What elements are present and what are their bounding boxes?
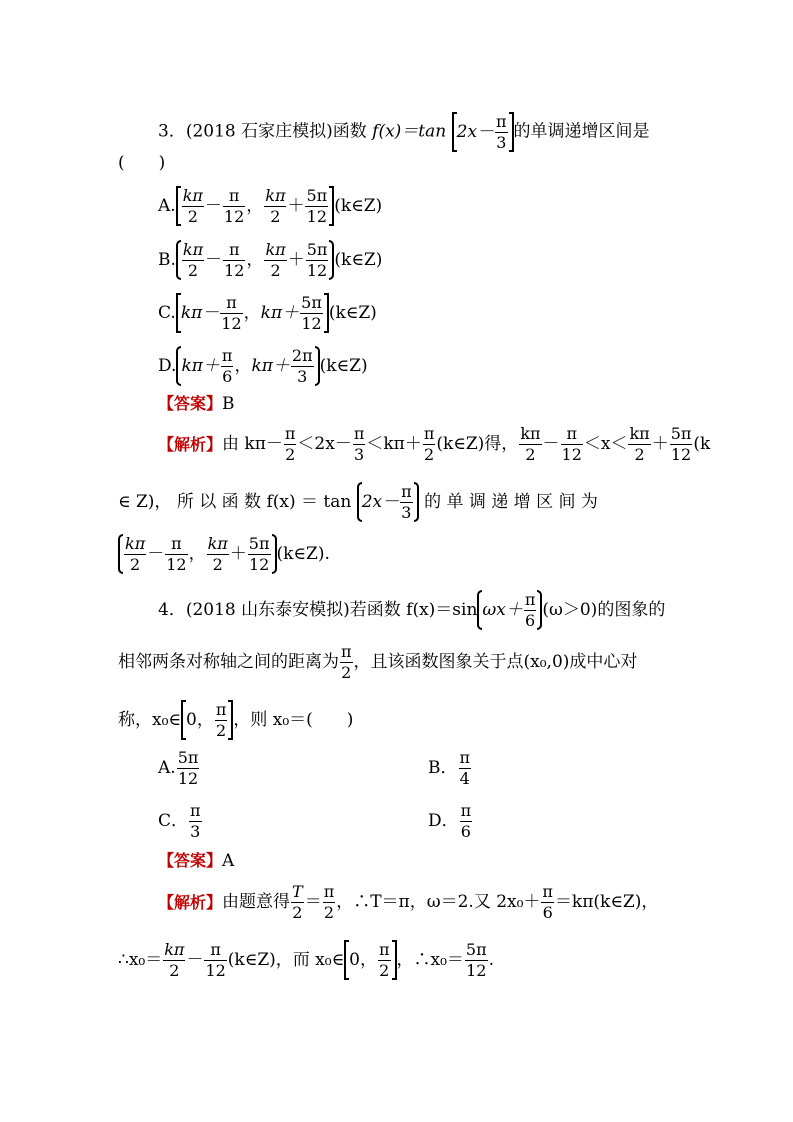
- bracket-left: [176, 186, 181, 226]
- frac-num: 5π: [465, 939, 487, 959]
- term: ∈ Z)， 所 以 函 数 f(x) ＝ tan: [118, 491, 352, 512]
- q3-option-a-label: A.: [158, 195, 176, 216]
- answer-tag: 【答案】: [158, 394, 223, 413]
- comma: ，: [188, 543, 206, 564]
- frac-den: 2: [130, 554, 141, 574]
- cond: (k∈Z): [328, 302, 377, 323]
- frac-num: π: [524, 589, 536, 609]
- frac-num: kπ: [207, 533, 228, 553]
- term: ωx＋: [482, 599, 523, 620]
- frac-den: 6: [222, 366, 233, 386]
- paren-right: [414, 482, 419, 522]
- frac-den: 3: [297, 366, 308, 386]
- q3-option-c-label: C.: [158, 302, 176, 323]
- term: 相邻两条对称轴之间的距离为: [118, 652, 339, 672]
- analysis-tag: 【解析】: [158, 892, 223, 912]
- frac-den: 12: [177, 769, 199, 788]
- q3-suffix: 的单调递增区间是: [513, 121, 650, 142]
- q4-prefix: 4．(2018 山东泰安模拟)若函数 f(x)＝sin: [158, 599, 478, 620]
- answer-value: A: [222, 851, 235, 871]
- frac-den: 2: [270, 260, 281, 280]
- frac-den: 12: [248, 554, 270, 574]
- q3-option-d-label: D.: [158, 355, 177, 376]
- answer-tag: 【答案】: [158, 851, 223, 870]
- q3-frac-num: π: [496, 111, 507, 131]
- frac-num: π: [284, 424, 296, 443]
- minus: －: [542, 434, 560, 454]
- frac-num: π: [323, 882, 335, 901]
- term: 由题意得: [222, 892, 291, 912]
- frac-den: 12: [221, 313, 242, 333]
- frac-den: 6: [460, 822, 471, 841]
- frac-den: 12: [306, 206, 328, 226]
- frac-den: 2: [187, 260, 199, 280]
- term: kπ＋: [260, 302, 300, 323]
- q3-analysis-line2: [118, 482, 598, 522]
- q3-option-b-label: B.: [158, 249, 176, 270]
- frac-den: 12: [466, 960, 487, 980]
- minus: －: [147, 543, 165, 564]
- label: C．: [158, 811, 189, 831]
- q3-paren: ( ): [118, 153, 166, 173]
- frac-num: π: [204, 942, 226, 961]
- frac-num: π: [459, 748, 471, 767]
- frac-den: 2: [270, 206, 281, 226]
- frac-den: 12: [561, 445, 582, 464]
- term: (k∈Z)，而 x₀∈: [227, 949, 345, 970]
- answer-value: B: [222, 394, 235, 414]
- frac-den: 2: [634, 445, 645, 464]
- q3-prefix: 3．(2018 石家庄模拟)函数: [158, 121, 373, 142]
- q4-option-c: [158, 803, 203, 840]
- frac-den: 2: [187, 206, 198, 226]
- cond: (k∈Z): [334, 195, 383, 216]
- q4-analysis-line2: [118, 940, 494, 980]
- term: 2x－: [361, 491, 400, 512]
- frac-den: 12: [205, 960, 226, 980]
- frac-den: 3: [401, 502, 412, 522]
- term: ＝: [304, 892, 322, 912]
- term: ∴x₀＝: [118, 949, 163, 970]
- label: D．: [428, 811, 459, 831]
- frac-den: 2: [341, 663, 352, 682]
- comma: ，: [234, 355, 252, 376]
- q4-analysis-line1: [158, 884, 658, 921]
- q4-option-a: [158, 750, 200, 787]
- frac-den: 3: [353, 445, 365, 464]
- term: ＜kπ＋: [366, 434, 422, 454]
- term: ＜x＜: [583, 434, 628, 454]
- frac-num: kπ: [125, 533, 146, 553]
- q3-line1: [158, 112, 650, 152]
- frac-num: π: [341, 642, 352, 661]
- frac-num: kπ: [182, 239, 204, 259]
- frac-den: 12: [306, 260, 328, 280]
- frac-num: π: [542, 882, 553, 901]
- frac-num: 5π: [177, 748, 199, 767]
- frac-num: π: [460, 801, 472, 820]
- term: ，∴T＝π，ω＝2.又 2x₀＋: [336, 892, 541, 912]
- frac-num: π: [378, 939, 390, 959]
- q4-line2: [118, 644, 637, 681]
- paren-left: [176, 240, 181, 280]
- q4-line3: [118, 700, 353, 740]
- q3-func: f(x)＝tan: [372, 121, 447, 142]
- comma: ，: [243, 302, 261, 323]
- minus: －: [205, 249, 223, 270]
- term: ，且该函数图象关于点(x₀,0)成中心对: [353, 652, 638, 672]
- frac-den: 12: [301, 313, 322, 333]
- frac-num: π: [190, 801, 201, 820]
- minus: －: [204, 195, 222, 216]
- comma: ，: [246, 249, 264, 270]
- term: ，∴x₀＝: [396, 949, 464, 970]
- frac-den: 2: [379, 960, 390, 980]
- frac-num: π: [561, 426, 583, 445]
- term: 的 单 调 递 增 区 间 为: [424, 491, 598, 512]
- label: B．: [428, 758, 458, 778]
- frac-num: 5π: [306, 239, 328, 259]
- frac-num: π: [353, 424, 365, 443]
- frac-den: 2: [212, 554, 223, 574]
- frac-den: 6: [542, 903, 553, 922]
- frac-num: T: [292, 882, 303, 901]
- q3-arg: 2x－: [456, 121, 495, 142]
- frac-den: 2: [169, 960, 180, 980]
- frac-num: 5π: [248, 533, 270, 553]
- frac-den: 12: [166, 554, 187, 574]
- plus: ＋: [651, 434, 669, 454]
- frac-den: 4: [459, 769, 470, 788]
- q3-analysis-line1: [158, 426, 710, 463]
- q4-line1: [158, 590, 665, 630]
- plus: ＋: [229, 543, 247, 564]
- frac-den: 2: [323, 903, 335, 922]
- plus: ＋: [287, 195, 305, 216]
- term: kπ－: [180, 302, 220, 323]
- frac-den: 2: [423, 445, 435, 464]
- q3-analysis-line3: [118, 534, 330, 574]
- frac-num: 5π: [306, 185, 328, 205]
- q3-option-b: [158, 240, 382, 280]
- frac-num: kπ: [520, 424, 541, 443]
- q4-answer: [158, 853, 234, 870]
- cond: (k∈Z): [319, 355, 368, 376]
- term: kπ＋: [251, 355, 290, 376]
- frac-den: 12: [223, 206, 245, 226]
- q4-suffix: (ω＞0)的图象的: [542, 599, 666, 620]
- comma: ，: [246, 195, 264, 216]
- frac-den: 2: [285, 445, 296, 464]
- term: ＝kπ(k∈Z)，: [554, 892, 659, 912]
- frac-den: 12: [224, 260, 245, 280]
- frac-num: kπ: [629, 424, 650, 443]
- analysis-tag: 【解析】: [158, 434, 223, 454]
- frac-num: π: [220, 295, 242, 314]
- frac-num: π: [223, 242, 245, 261]
- frac-num: 5π: [670, 424, 692, 443]
- plus: ＋: [287, 249, 305, 270]
- term: 0，: [349, 949, 377, 970]
- paren-left: [118, 534, 123, 574]
- term: 0，: [186, 709, 214, 730]
- q3-answer: [158, 396, 235, 413]
- q3-option-d: [158, 346, 368, 386]
- frac-num: π: [401, 481, 412, 501]
- frac-num: π: [223, 188, 245, 207]
- frac-den: 2: [292, 903, 303, 922]
- term: kπ＋: [181, 355, 220, 376]
- frac-num: π: [215, 699, 227, 719]
- term: ＜2x－: [297, 434, 352, 454]
- term: 称，x₀∈: [118, 709, 181, 730]
- frac-num: kπ: [182, 185, 203, 205]
- label: A.: [158, 758, 176, 778]
- frac-num: π: [423, 424, 435, 443]
- frac-den: 2: [525, 445, 536, 464]
- frac-num: kπ: [265, 239, 286, 259]
- term: ，则 x₀＝( ): [233, 709, 354, 730]
- term: (k∈Z)得，: [436, 434, 519, 454]
- q4-option-d: [428, 803, 473, 840]
- frac-den: 12: [670, 445, 692, 464]
- q3-option-a: [158, 186, 382, 226]
- frac-num: kπ: [164, 939, 185, 959]
- frac-num: π: [165, 536, 187, 555]
- q3-frac-den: 3: [496, 132, 507, 152]
- q4-option-b: [428, 750, 472, 787]
- term: .: [488, 949, 495, 970]
- term: (k∈Z).: [276, 543, 330, 564]
- minus: －: [186, 949, 204, 970]
- cond: (k∈Z): [334, 249, 383, 270]
- frac-den: 6: [525, 610, 536, 630]
- frac-num: 5π: [301, 292, 322, 312]
- q3-option-c: [158, 293, 377, 333]
- frac-num: π: [221, 345, 233, 365]
- frac-den: 3: [190, 822, 201, 841]
- frac-den: 2: [215, 720, 227, 740]
- frac-num: 2π: [291, 345, 313, 365]
- frac-num: kπ: [265, 185, 286, 205]
- term: (k: [693, 434, 711, 454]
- term: 由 kπ－: [222, 434, 283, 454]
